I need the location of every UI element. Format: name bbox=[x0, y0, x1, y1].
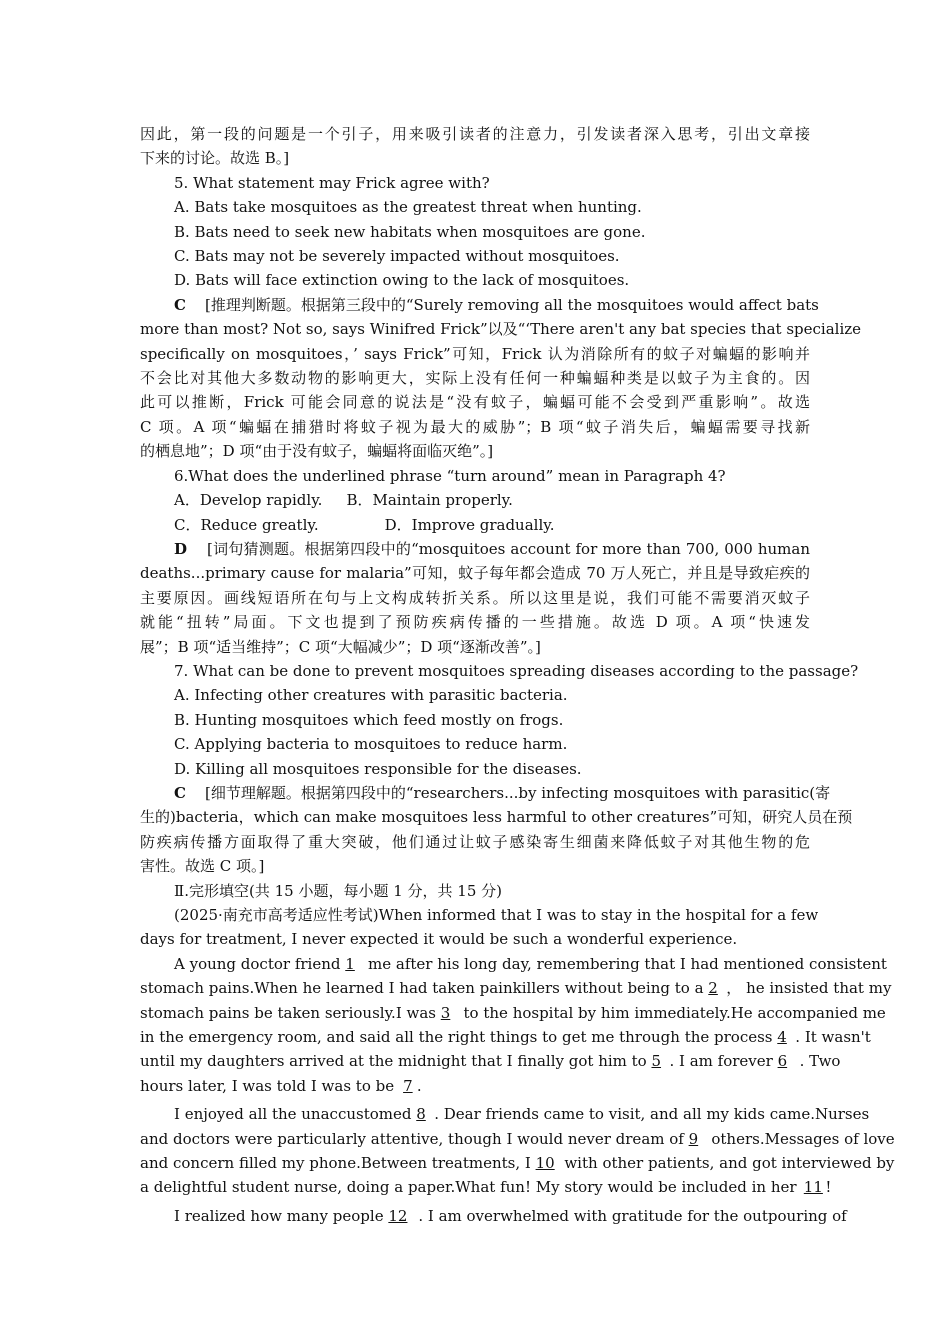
q7-option-d: D. Killing all mosquitoes responsible for the diseases. bbox=[174, 759, 582, 778]
q6-explanation-line: 主要原因。画线短语所在句与上文构成转折关系。所以这里是说，我们可能不需要消灭蚊子 bbox=[140, 588, 810, 607]
q7-explanation-line: C [细节理解题。根据第四段中的“researchers...by infecting mosquitoes with parasitic(寄 bbox=[174, 783, 831, 802]
blank-7[interactable]: 7 bbox=[403, 1076, 413, 1095]
passage-line: A young doctor friend 1 me after his long day, remembering that I had mentioned consistent bbox=[140, 952, 810, 976]
intro-line: 下来的讨论。故选 B。] bbox=[140, 149, 290, 168]
blank-3[interactable]: 3 bbox=[440, 1003, 451, 1022]
q6-options-row-2 bbox=[140, 513, 810, 537]
blank-6[interactable]: 6 bbox=[777, 1052, 788, 1071]
q6-explanation-line: 就能“扭转”局面。下文也提到了预防疾病传播的一些措施。故选 D 项。A 项“快速发 bbox=[140, 613, 810, 632]
q6-explanation-line: D [词句猜测题。根据第四段中的“mosquitoes account for more than 700, 000 human bbox=[174, 539, 810, 558]
q6-explanation-line: 展”；B 项“适当维持”；C 项“大幅减少”；D 项“逐渐改善”。] bbox=[140, 637, 541, 656]
passage-line: I enjoyed all the unaccustomed 8 . Dear friends came to visit, and all my kids came.Nurses bbox=[140, 1102, 810, 1126]
q5-option-b: B. Bats need to seek new habitats when mosquitoes are gone. bbox=[174, 222, 646, 241]
passage-line: hours later, I was told I was to be 7 . bbox=[140, 1074, 810, 1098]
blank-11[interactable]: 11 bbox=[803, 1178, 823, 1197]
q7-explanation-line: 防疾病传播方面取得了重大突破，他们通过让蚊子感染寄生细菌来降低蚊子对其他生物的危 bbox=[140, 832, 810, 851]
question-5: 5. What statement may Frick agree with? bbox=[174, 173, 490, 192]
q6-answer: D bbox=[174, 539, 188, 558]
blank-12[interactable]: 12 bbox=[388, 1206, 408, 1225]
blank-2[interactable]: 2 bbox=[708, 979, 718, 998]
q5-explanation-line: 的栖息地”；D 项“由于没有蚊子，蝙蝠将面临灭绝”。] bbox=[140, 442, 494, 461]
passage-line: until my daughters arrived at the midnight that I finally got him to 5 . I am forever 6 . Two bbox=[140, 1049, 810, 1073]
passage-line: stomach pains.When he learned I had taken painkillers without being to a 2 ， he insisted that my bbox=[140, 976, 810, 1000]
blank-10[interactable]: 10 bbox=[535, 1154, 555, 1173]
blank-8[interactable]: 8 bbox=[416, 1105, 426, 1124]
blank-9[interactable]: 9 bbox=[688, 1129, 699, 1148]
q5-explanation-line: 不会比对其他大多数动物的影响更大，实际上没有任何一种蝙蝠种类是以蚊子为主食的。因 bbox=[140, 369, 810, 388]
document-page bbox=[140, 122, 895, 1228]
q6-option-a: A．Develop rapidly. bbox=[174, 491, 323, 510]
q6-option-b: B．Maintain properly. bbox=[346, 491, 513, 510]
q5-explanation-line: C [推理判断题。根据第三段中的“Surely removing all the mosquitoes would affect bats bbox=[174, 295, 819, 314]
q6-explanation-line: deaths...primary cause for malaria”可知，蚊子每年都会造成 70 万人死亡，并且是导致疟疾的 bbox=[140, 564, 810, 583]
q5-explanation-line: specifically on mosquitoes，’ says Frick”可知，Frick 认为消除所有的蚊子对蝙蝠的影响并 bbox=[140, 344, 810, 363]
q7-explanation-line: 生的)bacteria，which can make mosquitoes less harmful to other creatures”可知，研究人员在预 bbox=[140, 808, 853, 827]
q5-option-c: C. Bats may not be severely impacted without mosquitoes. bbox=[174, 247, 620, 266]
blank-5[interactable]: 5 bbox=[651, 1052, 662, 1071]
q7-answer: C bbox=[174, 783, 186, 802]
passage-line: I realized how many people 12 . I am overwhelmed with gratitude for the outpouring of bbox=[140, 1204, 810, 1228]
intro-line: 因此，第一段的问题是一个引子，用来吸引读者的注意力，引发读者深入思考，引出文章接 bbox=[140, 125, 810, 143]
q5-explanation-line: C 项。A 项“蝙蝠在捕猎时将蚊子视为最大的威胁”；B 项“蚊子消失后，蝙蝠需要寻找新 bbox=[140, 417, 810, 436]
q5-explanation-line: more than most? Not so, says Winifred Frick”以及“‘There aren't any bat species that specialize bbox=[140, 320, 862, 339]
q7-explanation-line: 害性。故选 C 项。] bbox=[140, 857, 265, 876]
section-heading: Ⅱ.完形填空(共 15 小题，每小题 1 分，共 15 分) bbox=[174, 881, 502, 900]
passage-line: and doctors were particularly attentive, though I would never dream of 9 others.Messages of love bbox=[140, 1127, 810, 1151]
q6-option-d: D．Improve gradually. bbox=[384, 515, 555, 534]
passage-source-line: (2025·南充市高考适应性考试)When informed that I was to stay in the hospital for a few bbox=[174, 906, 819, 924]
q7-option-a: A. Infecting other creatures with parasitic bacteria. bbox=[174, 686, 568, 705]
q5-explanation-line: 此可以推断，Frick 可能会同意的说法是“没有蚊子，蝙蝠可能不会受到严重影响”。故选 bbox=[140, 393, 810, 412]
q5-option-a: A. Bats take mosquitoes as the greatest threat when hunting. bbox=[174, 198, 642, 217]
blank-1[interactable]: 1 bbox=[345, 954, 355, 973]
q7-option-b: B. Hunting mosquitoes which feed mostly on frogs. bbox=[174, 710, 564, 729]
q6-option-c: C．Reduce greatly. bbox=[174, 515, 319, 534]
blank-4[interactable]: 4 bbox=[777, 1028, 787, 1047]
passage-line: a delightful student nurse, doing a paper.What fun! My story would be included in her 11 ! bbox=[140, 1175, 810, 1199]
passage-line: and concern filled my phone.Between treatments, I 10 with other patients, and got interviewed by bbox=[140, 1151, 810, 1175]
q5-option-d: D. Bats will face extinction owing to the lack of mosquitoes. bbox=[174, 271, 630, 290]
passage-line: stomach pains be taken seriously.I was 3 to the hospital by him immediately.He accompanied me bbox=[140, 1001, 810, 1025]
passage-line: in the emergency room, and said all the right things to get me through the process 4 . It wasn't bbox=[140, 1025, 810, 1049]
q5-answer: C bbox=[174, 295, 186, 314]
question-6: 6.What does the underlined phrase “turn around” mean in Paragraph 4? bbox=[174, 466, 726, 485]
q7-option-c: C. Applying bacteria to mosquitoes to reduce harm. bbox=[174, 735, 568, 754]
passage-line: days for treatment, I never expected it would be such a wonderful experience. bbox=[140, 930, 738, 949]
question-7: 7. What can be done to prevent mosquitoes spreading diseases according to the passage? bbox=[174, 661, 859, 680]
q6-options-row-1 bbox=[140, 488, 810, 512]
